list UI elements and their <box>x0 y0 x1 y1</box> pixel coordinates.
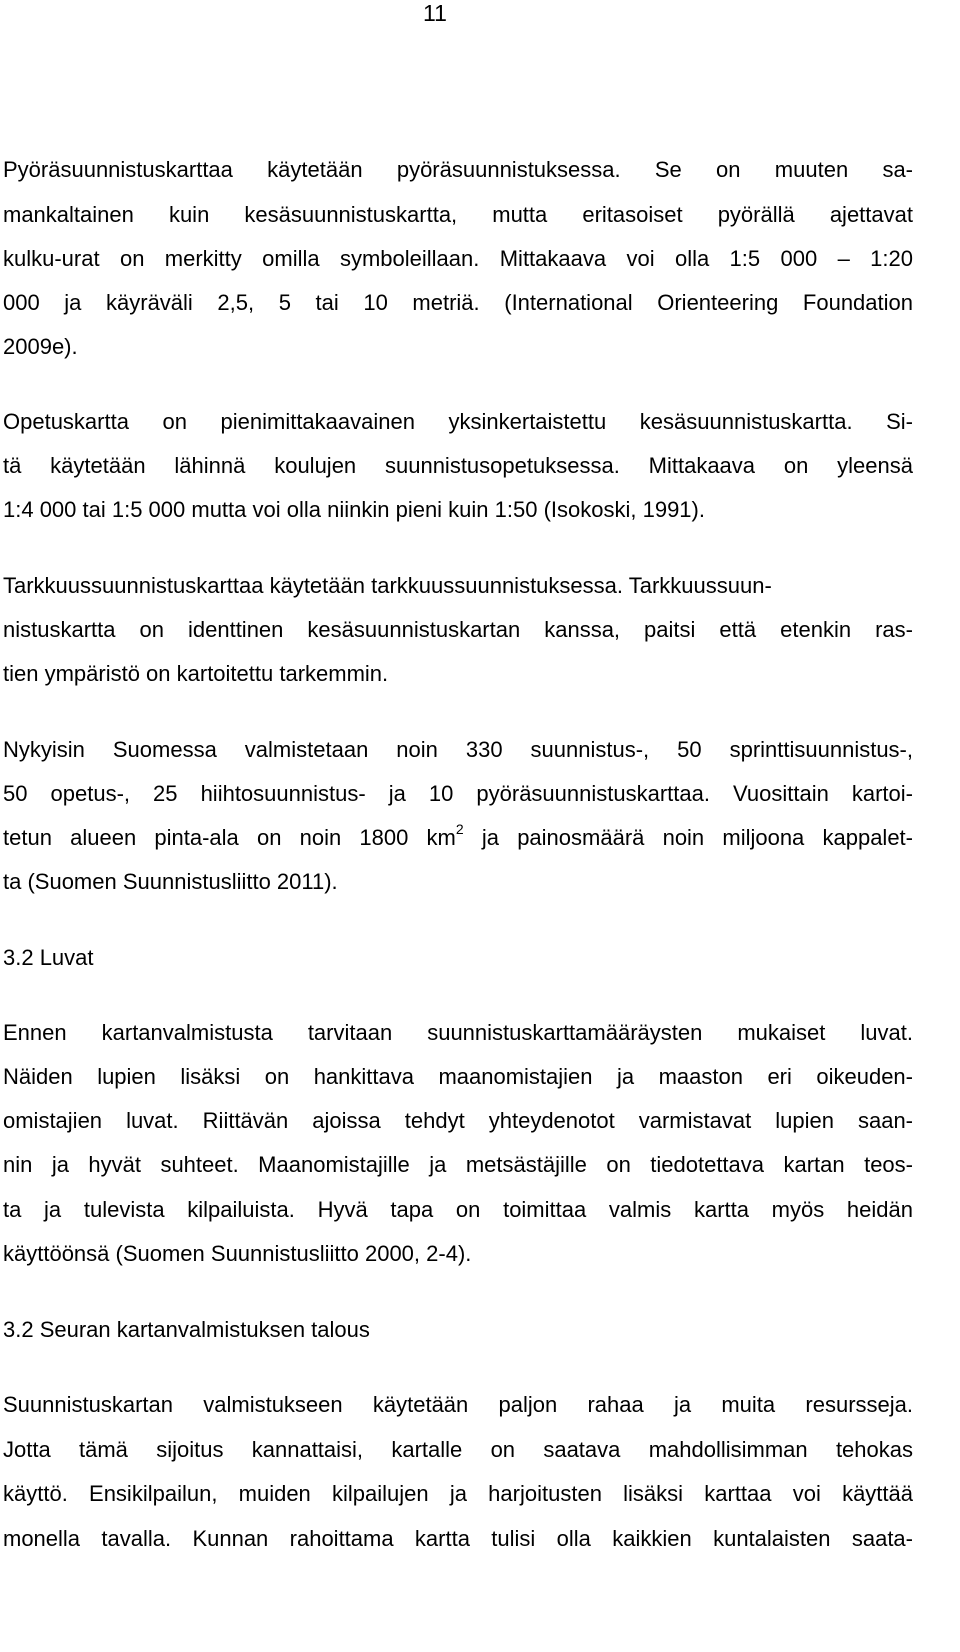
text-line: Pyöräsuunnistuskarttaa käytetään pyöräsuunnistuksessa. Se on muuten sa- <box>3 157 913 182</box>
text-segment: ja painosmäärä noin miljoona kappalet- <box>463 825 913 850</box>
text-line: Suunnistuskartan valmistukseen käytetään paljon rahaa ja muita resursseja. <box>3 1392 913 1417</box>
text-line: nin ja hyvät suhteet. Maanomistajille ja metsästäjille on tiedotettava kartan teos- <box>3 1152 913 1177</box>
text-line: tien ympäristö on kartoitettu tarkemmin. <box>3 661 389 686</box>
text-line: 000 ja käyräväli 2,5, 5 tai 10 metriä. (International Orienteering Foundation <box>3 290 913 315</box>
text-line: ta ja tulevista kilpailuista. Hyvä tapa on toimittaa valmis kartta myös heidän <box>3 1197 913 1222</box>
text-line: kulku-urat on merkitty omilla symboleillaan. Mittakaava voi olla 1:5 000 – 1:20 <box>3 246 913 271</box>
text-line: monella tavalla. Kunnan rahoittama kartta tulisi olla kaikkien kuntalaisten saata- <box>3 1526 913 1551</box>
text-line: tä käytetään lähinnä koulujen suunnistusopetuksessa. Mittakaava on yleensä <box>3 453 913 478</box>
text-line: Ennen kartanvalmistusta tarvitaan suunnistuskarttamääräysten mukaiset luvat. <box>3 1020 913 1045</box>
text-line: Opetuskartta on pienimittakaavainen yksinkertaistettu kesäsuunnistuskartta. Si- <box>3 409 913 434</box>
text-line: nistuskartta on identtinen kesäsuunnistuskartan kanssa, paitsi että etenkin ras- <box>3 617 913 642</box>
text-line: käyttöönsä (Suomen Suunnistusliitto 2000, 2-4). <box>3 1241 472 1266</box>
section-heading: 3.2 Luvat <box>3 945 94 970</box>
text-line: Näiden lupien lisäksi on hankittava maanomistajien ja maaston eri oikeuden- <box>3 1064 913 1089</box>
text-line: 2009e). <box>3 334 78 359</box>
text-line: ta (Suomen Suunnistusliitto 2011). <box>3 869 338 894</box>
text-line: omistajien luvat. Riittävän ajoissa tehdyt yhteydenotot varmistavat lupien saan- <box>3 1108 913 1133</box>
text-segment: tetun alueen pinta-ala on noin 1800 km <box>3 825 456 850</box>
text-line: mankaltainen kuin kesäsuunnistuskartta, mutta eritasoiset pyörällä ajettavat <box>3 202 913 227</box>
text-line: Tarkkuussuunnistuskarttaa käytetään tarkkuussuunnistuksessa. Tarkkuussuun- <box>3 573 772 598</box>
text-line: 1:4 000 tai 1:5 000 mutta voi olla niinkin pieni kuin 1:50 (Isokoski, 1991). <box>3 497 705 522</box>
text-line: käyttö. Ensikilpailun, muiden kilpailujen ja harjoitusten lisäksi karttaa voi käyttää <box>3 1481 913 1506</box>
text-line: 50 opetus-, 25 hiihtosuunnistus- ja 10 pyöräsuunnistuskarttaa. Vuosittain kartoi- <box>3 781 913 806</box>
section-heading: 3.2 Seuran kartanvalmistuksen talous <box>3 1317 370 1342</box>
text-line-with-superscript <box>3 820 913 851</box>
page-number: 11 <box>423 0 447 26</box>
text-line: Nykyisin Suomessa valmistetaan noin 330 suunnistus-, 50 sprinttisuunnistus-, <box>3 737 913 762</box>
superscript: 2 <box>455 820 464 837</box>
text-line: Jotta tämä sijoitus kannattaisi, kartalle on saatava mahdollisimman tehokas <box>3 1437 913 1462</box>
